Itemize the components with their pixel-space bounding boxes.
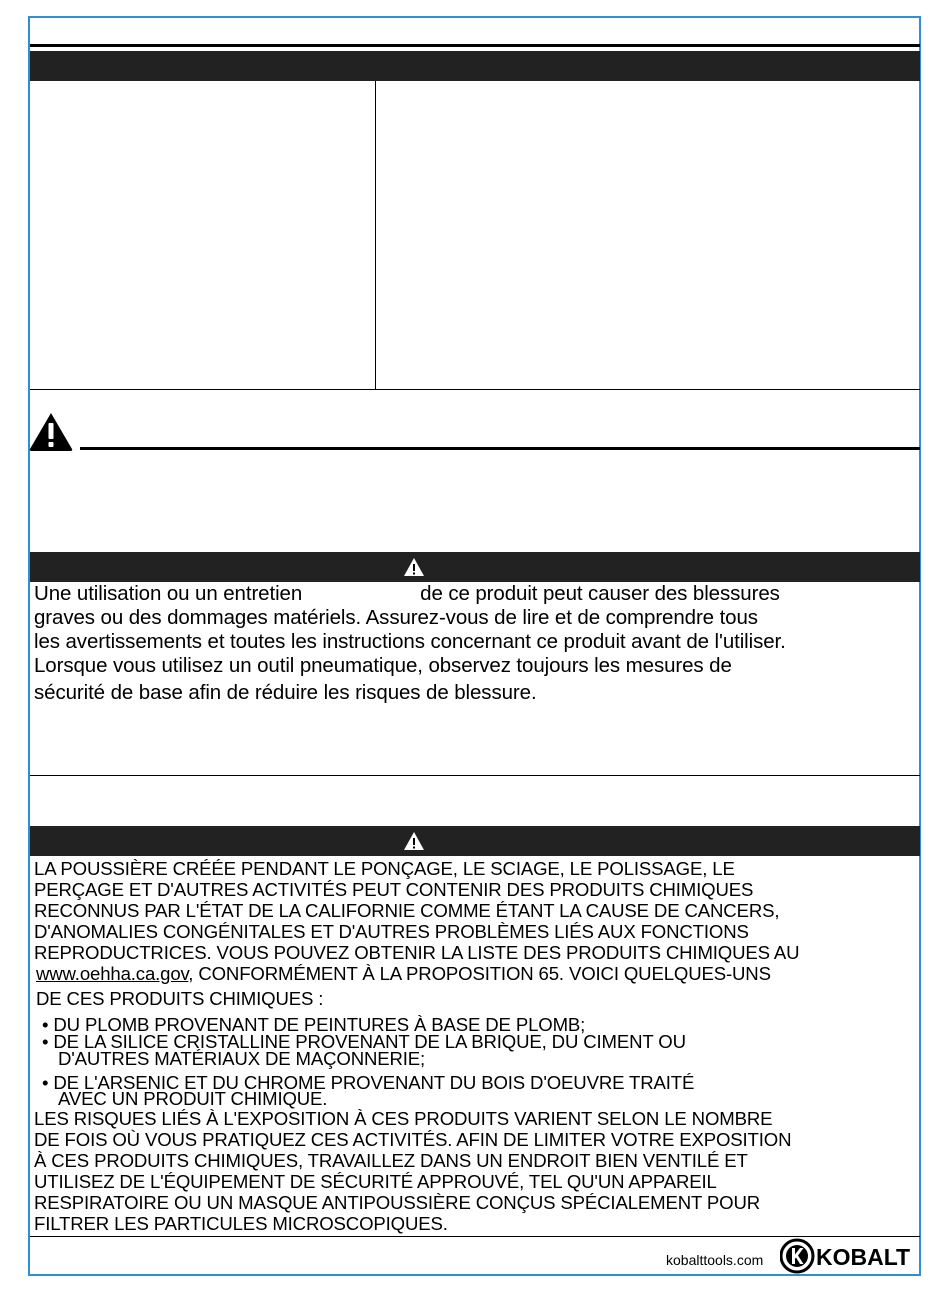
prop65-closing: RESPIRATOIRE OU UN MASQUE ANTIPOUSSIÈRE CONÇUS SPÉCIALEMENT POUR [34, 1192, 761, 1213]
footer-website[interactable]: kobalttools.com [666, 1252, 764, 1268]
warning-line-1-end: de ce produit peut causer des blessures [420, 582, 780, 605]
warning-triangle-icon [403, 831, 425, 851]
safety-section-rule [80, 447, 920, 450]
prop65-closing: DE FOIS OÙ VOUS PRATIQUEZ CES ACTIVITÉS. AFIN DE LIMITER VOTRE EXPOSITION [34, 1129, 792, 1150]
prop65-line: LA POUSSIÈRE CRÉÉE PENDANT LE PONÇAGE, LE SCIAGE, LE POLISSAGE, LE [34, 858, 735, 879]
warning-line-1-start: Une utilisation ou un entretien [34, 582, 303, 605]
warning-bar-prop65 [30, 826, 920, 856]
prop65-bullet-cont: D'AUTRES MATÉRIAUX DE MAÇONNERIE; [58, 1048, 426, 1069]
prop65-closing: LES RISQUES LIÉS À L'EXPOSITION À CES PRODUITS VARIENT SELON LE NOMBRE [34, 1108, 773, 1129]
prop65-warning [34, 858, 920, 1234]
warning-line-1 [34, 582, 918, 606]
footer-divider [30, 1236, 920, 1237]
prop65-closing: FILTRER LES PARTICULES MICROSCOPIQUES. [34, 1213, 448, 1234]
prop65-bullet: • DE LA SILICE CRISTALLINE PROVENANT DE LA BRIQUE, DU CIMENT OU [42, 1031, 686, 1052]
kobalt-wordmark: KOBALT [816, 1244, 911, 1270]
prop65-line: PERÇAGE ET D'AUTRES ACTIVITÉS PEUT CONTENIR DES PRODUITS CHIMIQUES [34, 879, 754, 900]
prop65-closing: À CES PRODUITS CHIMIQUES, TRAVAILLEZ DANS UN ENDROIT BIEN VENTILÉ ET [34, 1150, 748, 1171]
prop65-intro: DE CES PRODUITS CHIMIQUES : [36, 988, 324, 1009]
specifications-table [30, 81, 920, 390]
warning-triangle-icon [28, 410, 74, 452]
warning-line-4: Lorsque vous utilisez un outil pneumatique, observez toujours les mesures de [34, 654, 732, 677]
oehha-link[interactable]: www.oehha.ca.gov [36, 963, 189, 984]
prop65-line: REPRODUCTRICES. VOUS POUVEZ OBTENIR LA LISTE DES PRODUITS CHIMIQUES AU [34, 942, 800, 963]
prop65-line: D'ANOMALIES CONGÉNITALES ET D'AUTRES PROBLÈMES LIÉS AUX FONCTIONS [34, 921, 749, 942]
prop65-bullet: • DE L'ARSENIC ET DU CHROME PROVENANT DU BOIS D'OEUVRE TRAITÉ [42, 1072, 695, 1093]
prop65-line: RECONNUS PAR L'ÉTAT DE LA CALIFORNIE COMME ÉTANT LA CAUSE DE CANCERS, [34, 900, 780, 921]
spec-header-bar [30, 51, 920, 81]
prop65-bullet-cont: AVEC UN PRODUIT CHIMIQUE. [58, 1088, 328, 1109]
warning-line-3: les avertissements et toutes les instructions concernant ce produit avant de l'utiliser. [34, 630, 786, 653]
warning-line-5: sécurité de base afin de réduire les risques de blessure. [34, 681, 537, 704]
spec-column-divider [375, 81, 376, 389]
warning-line-2: graves ou des dommages matériels. Assurez-vous de lire et de comprendre tous [34, 606, 758, 629]
warning-bar [30, 552, 920, 582]
warning-paragraph [34, 582, 918, 705]
prop65-url-line [34, 963, 920, 984]
prop65-closing: UTILISEZ DE L'ÉQUIPEMENT DE SÉCURITÉ APPROUVÉ, TEL QU'UN APPAREIL [34, 1171, 717, 1192]
prop65-bullet: • DU PLOMB PROVENANT DE PEINTURES À BASE DE PLOMB; [42, 1014, 586, 1035]
kobalt-logo [780, 1238, 920, 1274]
top-rule [30, 44, 920, 47]
section-divider [30, 775, 920, 776]
prop65-url-tail: , CONFORMÉMENT À LA PROPOSITION 65. VOICI QUELQUES-UNS [188, 963, 771, 984]
warning-triangle-icon [403, 557, 425, 577]
